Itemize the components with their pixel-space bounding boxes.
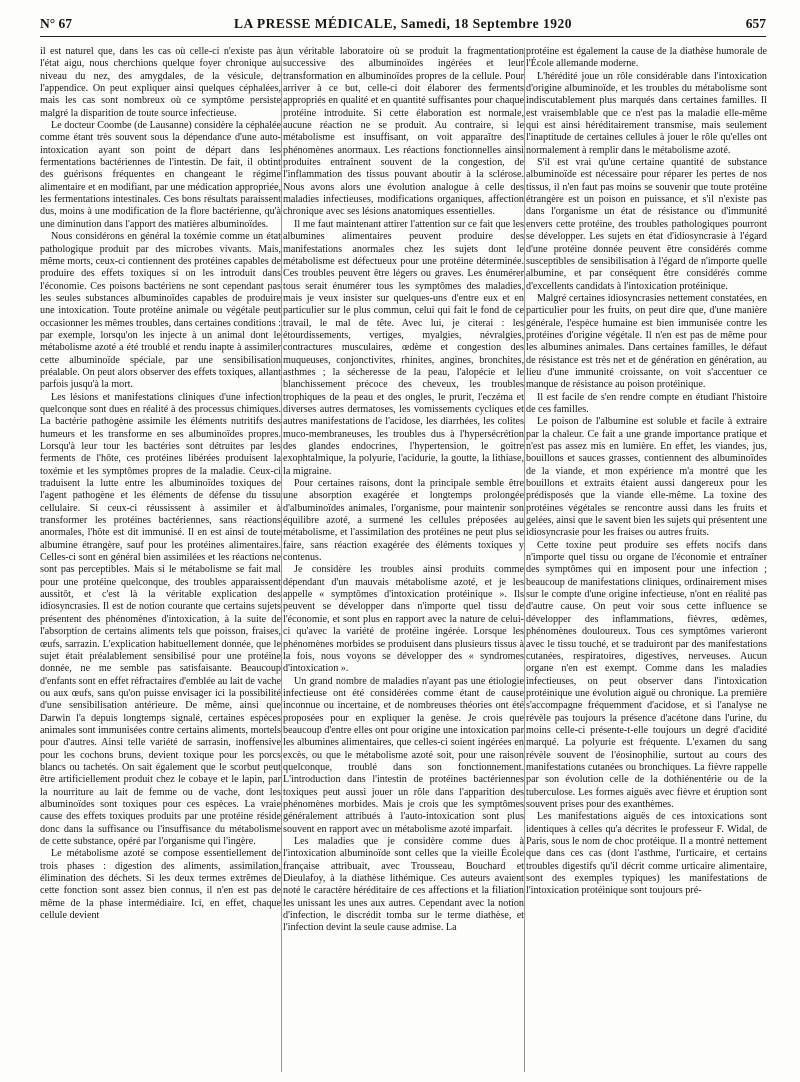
journal-title: LA PRESSE MÉDICALE, Samedi, 18 Septembre 1920 (233, 16, 573, 31)
paragraph: Je considère les troubles ainsi produits comme dépendant d'un mauvais métabolisme azoté, et je les appelle « symptômes d'intoxication protéinique ». Ils peuvent se développer dans n'importe quel tissu de l'économie, et sont plus en rapport avec la nature de celui-ci qu'avec la variété de protéine ingérée. Lorsque les phénomènes morbides se produisent dans plusieurs tissus à la fois, nous voyons se développer des « syndromes d'intoxication ». (283, 564, 524, 675)
column-divider (281, 48, 282, 1072)
paragraph: un véritable laboratoire où se produit la fragmentation successive des albuminoïdes ingérées et leur transformation en albuminoïdes propres de la cellule. Pour arriver à ce but, celle-ci doit élaborer des ferments appropriés en qualité et en quantité suffisantes pour chaque protéine introduite. Si cette élaboration est normale, aucune réaction ne se produit. Au contraire, si le métabolisme est insuffisant, on voit apparaître des phénomènes anormaux. Les réactions fonctionnelles ainsi produites entraînent souvent de la congestion, de l'inflammation des tissus pouvant aboutir à la sclérose. Nous avons alors une évolution analogue à celle des maladies infectieuses, modifications organiques, affection chronique avec ses lésions anatomiques essentielles. (283, 46, 524, 218)
paragraph: Nous considérons en général la toxémie comme un état pathologique produit par des microbes vivants. Mais, même morts, ceux-ci contiennent des protéines capables de produire des effets toxiques si on les introduit dans l'économie. Ces poisons bactériens ne sont cependant pas les seules substances albuminoïdes capables de produire une intoxication. Toute protéine animale ou végétale peut occasionner les mêmes troubles, dans certaines conditions : par exemple, lorsqu'on les injecte à un animal dont le métabolisme azoté a été troublé et rendu inapte à assimiler cette albuminoïde spéciale, par une sensibilisation préalable. On peut alors observer des effets toxiques, allant parfois jusqu'à la mort. (40, 231, 281, 391)
issue-number: N° 67 (40, 16, 73, 31)
paragraph: il est naturel que, dans les cas où celle-ci n'existe pas à l'état aigu, nous cherchions quelque foyer chronique au niveau du nez, des amygdales, de la vésicule, de l'appendice. On peut expliquer ainsi quelques céphalées, mais les cas sont nombreux où ce symptôme persiste malgré la disparition de toute source infectieuse. (40, 46, 281, 119)
column-1 (40, 46, 281, 1076)
paragraph: Les lésions et manifestations cliniques d'une infection quelconque sont dues en réalité à des processus chimiques. La bactérie pathogène assimile les éléments nutritifs des humeurs et les transforme en ses albuminoïdes propres. Lorsqu'à leur tour les bactéries sont détruites par les ferments de l'hôte, ces protéines libérées produisent la toxémie et les symptômes propres de la maladie. Ceux-ci traduisent la lutte entre les albuminoïdes toxiques de l'agent pathogène et les éléments de défense du tissu cellulaire. Si ceux-ci réussissent à assimiler et à transformer les protéines bactériennes, sans réactions anormales, l'hôte est dit immunisé. Il en est ainsi de toute albumine étrangère, sauf pour les protéines alimentaires. Celles-ci sont en général bien assimilées et les réactions ne sont pas perceptibles. Mais si le métabolisme se fait mal pour une protéine quelconque, des troubles apparaissent aussitôt, et c'est là la véritable explication des idiosyncrasies. Il est de notion courante que certains sujets présentent des phénomènes d'intoxication, à la suite de l'absorption de certains aliments tels que poisson, fraises, œufs, sarrazin. L'explication habituellement donnée, que le sujet était préalablement sensibilisé pour une protéine donnée, ne me semble pas satisfaisante. Beaucoup d'enfants sont en effet réfractaires d'emblée au lait de vache ou aux œufs, sans qu'on puisse envisager ici la possibilité d'une sensibilisation antérieure. De même, ainsi que Darwin l'a depuis longtemps signalé, certaines espèces animales sont immunisées contre certains aliments, mortels pour d'autres. Ainsi telle variété de sarrasin, inoffensive pour les cochons bruns, devient toxique pour les porcs blancs ou tachetés. On sait également que le scorbut peut être artificiellement produit chez le cobaye et le lapin, par la nourriture au lait de femme ou de vache, dont les albuminoïdes sont toxiques pour ces espèces. La vraie cause des effets toxiques produits par une protéine réside donc dans la suffisance ou l'insuffisance du métabolisme de cette substance, opéré par l'organisme qui l'ingère. (40, 391, 281, 847)
paragraph: S'il est vrai qu'une certaine quantité de substance albuminoïde est nécessaire pour réparer les pertes de nos tissus, il n'en faut pas moins se souvenir que toute protéine étrangère est un poison en puissance, et s'il n'existe pas dans l'organisme un état de résistance ou d'immunité envers cette protéine, des troubles pathologiques pourront se développer. Les sujets en état d'idiosyncrasie à l'égard d'une protéine donnée peuvent être considérés comme susceptibles de sensibilisation à l'égard de n'importe quelle albumine, et par conséquent être considérés comme d'excellents candidats à l'intoxication protéinique. (526, 157, 767, 292)
paragraph: Les manifestations aiguës de ces intoxications sont identiques à celles qu'a décrites le professeur F. Widal, de Paris, sous le nom de choc protéique. Il a montré nettement que dans ces cas (dont l'asthme, l'urticaire, et certains troubles digestifs qu'il décrit comme urticaire alimentaire, sont des exemples typiques) les manifestations de l'intoxication protéinique sont toujours pré- (526, 811, 767, 897)
paragraph: Un grand nombre de maladies n'ayant pas une étiologie infectieuse ont été considérées comme étant de cause inconnue ou incertaine, et de nombreuses théories ont été proposées pour en expliquer la genèse. Je crois que beaucoup d'entre elles ont pour origine une intoxication par les albumines alimentaires, que celles-ci soient ingérées en excès, ou que le métabolisme azoté soit, pour une raison quelconque, troublé dans son fonctionnement. L'introduction dans l'intestin de protéines bactériennes toxiques peut aussi jouer un rôle dans l'apparition des phénomènes morbides. Mais je crois que les symptômes généralement attribués à l'auto-intoxication sont plus souvent en rapport avec un métabolisme azoté imparfait. (283, 675, 524, 835)
paragraph: L'hérédité joue un rôle considérable dans l'intoxication d'origine albuminoïde, et les troubles du métabolisme sont indiscutablement plus marqués dans certaines familles. Il est vraisemblable que ce n'est pas la maladie elle-même qui est ainsi héréditairement transmise, mais seulement l'inaptitude de certaines cellules à jouer le rôle qu'elles ont normalement à remplir dans le métabolisme azoté. (526, 70, 767, 156)
paragraph: Il me faut maintenant attirer l'attention sur ce fait que les albumines alimentaires peuvent produire des manifestations anormales chez les sujets dont le métabolisme est défectueux pour une protéine déterminée. Ces troubles peuvent être légers ou graves. Les énumérer tous serait énumérer tous les symptômes des maladies, mais je veux insister sur quelques-uns d'entre eux et en particulier sur le plus commun, celui qui fait le fond de ce travail, le mal de tête. Avec lui, je citerai : les étourdissements, vertiges, myalgies, névralgies, contractures musculaires, œdème et congestion des muqueuses, conjonctivites, rhinites, angines, bronchites, asthmes ; la sécheresse de la peau, l'alopécie et le blanchissement précoce des cheveux, les troubles trophiques de la peau et des ongles, le prurit, l'eczéma et diverses autres dermatoses, les vomissements cycliques et autres manifestations de l'acidose, les diarrhées, les colites muco-membraneuses, les troubles dus à l'hypersécrétion des glandes endocrines, l'hypertension, le goitre exophtalmique, la polyurie, l'acidurie, la goutte, la lithiase, la migraine. (283, 218, 524, 477)
paragraph: protéine est également la cause de la diathèse humorale de l'École allemande moderne. (526, 46, 767, 70)
paragraph: Il est facile de s'en rendre compte en étudiant l'histoire de ces familles. (526, 391, 767, 415)
paragraph: Le métabolisme azoté se compose essentiellement de trois phases : digestion des aliments, assimilation, élimination des déchets. Si les deux termes extrêmes de cette fonction sont assez bien connus, il n'en est pas de même de la phase intermédiaire. Ici, en effet, chaque cellule devient (40, 848, 281, 922)
paragraph: Cette toxine peut produire ses effets nocifs dans n'importe quel tissu ou organe de l'économie et entraîner des symptômes qui en imposent pour une infection ; beaucoup de manifestations cliniques, ordinairement mises sur le compte d'une origine infectieuse, n'ont en réalité pas d'autre cause. On peut voir sous cette influence se développer des inflammations, fièvres, œdèmes, phénomènes douloureux. Tous ces symptômes varieront avec le tissu touché, et se traduiront par des manifestations cutanées, respiratoires, digestives, nerveuses. Aucun organe n'en est exempt. Comme dans les maladies infectieuses, on peut observer dans l'intoxication protéinique une évolution aiguë ou chronique. La première s'accompagne fréquemment d'acidose, et si l'analyse ne révèle pas toujours la présence d'acétone dans l'urine, du moins celle-ci présente-t-elle toujours un degré d'acidité marqué. La polyurie est fréquente. L'examen du sang révèle souvent de l'éosinophilie, surtout au cours des manifestations cutanées ou bronchiques. La fièvre rappelle par son évolution celle de la dothiénentérie ou de la tuberculose. Les formes aiguës avec fièvre et éruption sont souvent prises pour des exanthèmes. (526, 539, 767, 810)
column-3 (526, 46, 767, 1076)
column-divider (524, 48, 525, 1072)
paragraph: Les maladies que je considère comme dues à l'intoxication albuminoïde sont celles que la vieille École française attribuait, avec Trousseau, Bouchard et Dieulafoy, à la diathèse lithémique. Ces auteurs avaient noté le caractère héréditaire de ces affections et la filiation les unissant les unes aux autres. Cependant avec la notion d'infection, le discrédit tomba sur le terme diathèse, et l'infection devint la seule cause admise. La (283, 836, 524, 934)
paragraph: Malgré certaines idiosyncrasies nettement constatées, en particulier pour les fruits, on peut dire que, d'une manière générale, l'espèce humaine est bien immunisée contre les protéines d'origine végétale. Il n'en est pas de même pour les albumines animales. Dans certaines familles, le défaut de résistance est très net et de génération en génération, au lieu d'une immunité croissante, on voit s'accentuer ce manque de résistance au poison protéinique. (526, 292, 767, 391)
page-number: 657 (745, 16, 766, 31)
column-2 (283, 46, 524, 1076)
paragraph: Le poison de l'albumine est soluble et facile à extraire par la chaleur. Ce fait a une grande importance pratique et n'est pas assez mis en lumière. En effet, les viandes, jus, bouillons et sauces grasses, contiennent des albuminoïdes de la viande, et mon expérience m'a montré que les bouillons et extraits étaient aussi dangereux pour les prédisposés que la viande elle-même. La toxine des protéines végétales se rencontre aussi dans les fruits et gelées, ainsi que le savent bien les sujets qui présentent une idiosyncrasie pour les fraises ou autres fruits. (526, 416, 767, 539)
paragraph: Le docteur Coombe (de Lausanne) considère la céphalée comme étant très souvent sous la dépendance d'une auto-intoxication ayant son point de départ dans les fermentations bactériennes de l'intestin. De fait, il obtint des guérisons fréquentes en changeant le régime alimentaire et en modifiant, par une médication appropriée, les fermentations intestinales. Ces bons résultats paraissent dus, moins à une modification de la flore bactérienne, qu'à une diminution dans l'apport des matières albuminoïdes. (40, 120, 281, 230)
paragraph: Pour certaines raisons, dont la principale semble être une absorption exagérée et longtemps prolongée d'albuminoïdes animales, l'organisme, pour maintenir son équilibre azoté, a surmené les cellules préposées au métabolisme, et l'assimilation des protéines ne peut plus se faire, sans réaction exagérée des éléments toxiques y contenus. (283, 478, 524, 564)
page-header (40, 14, 766, 37)
